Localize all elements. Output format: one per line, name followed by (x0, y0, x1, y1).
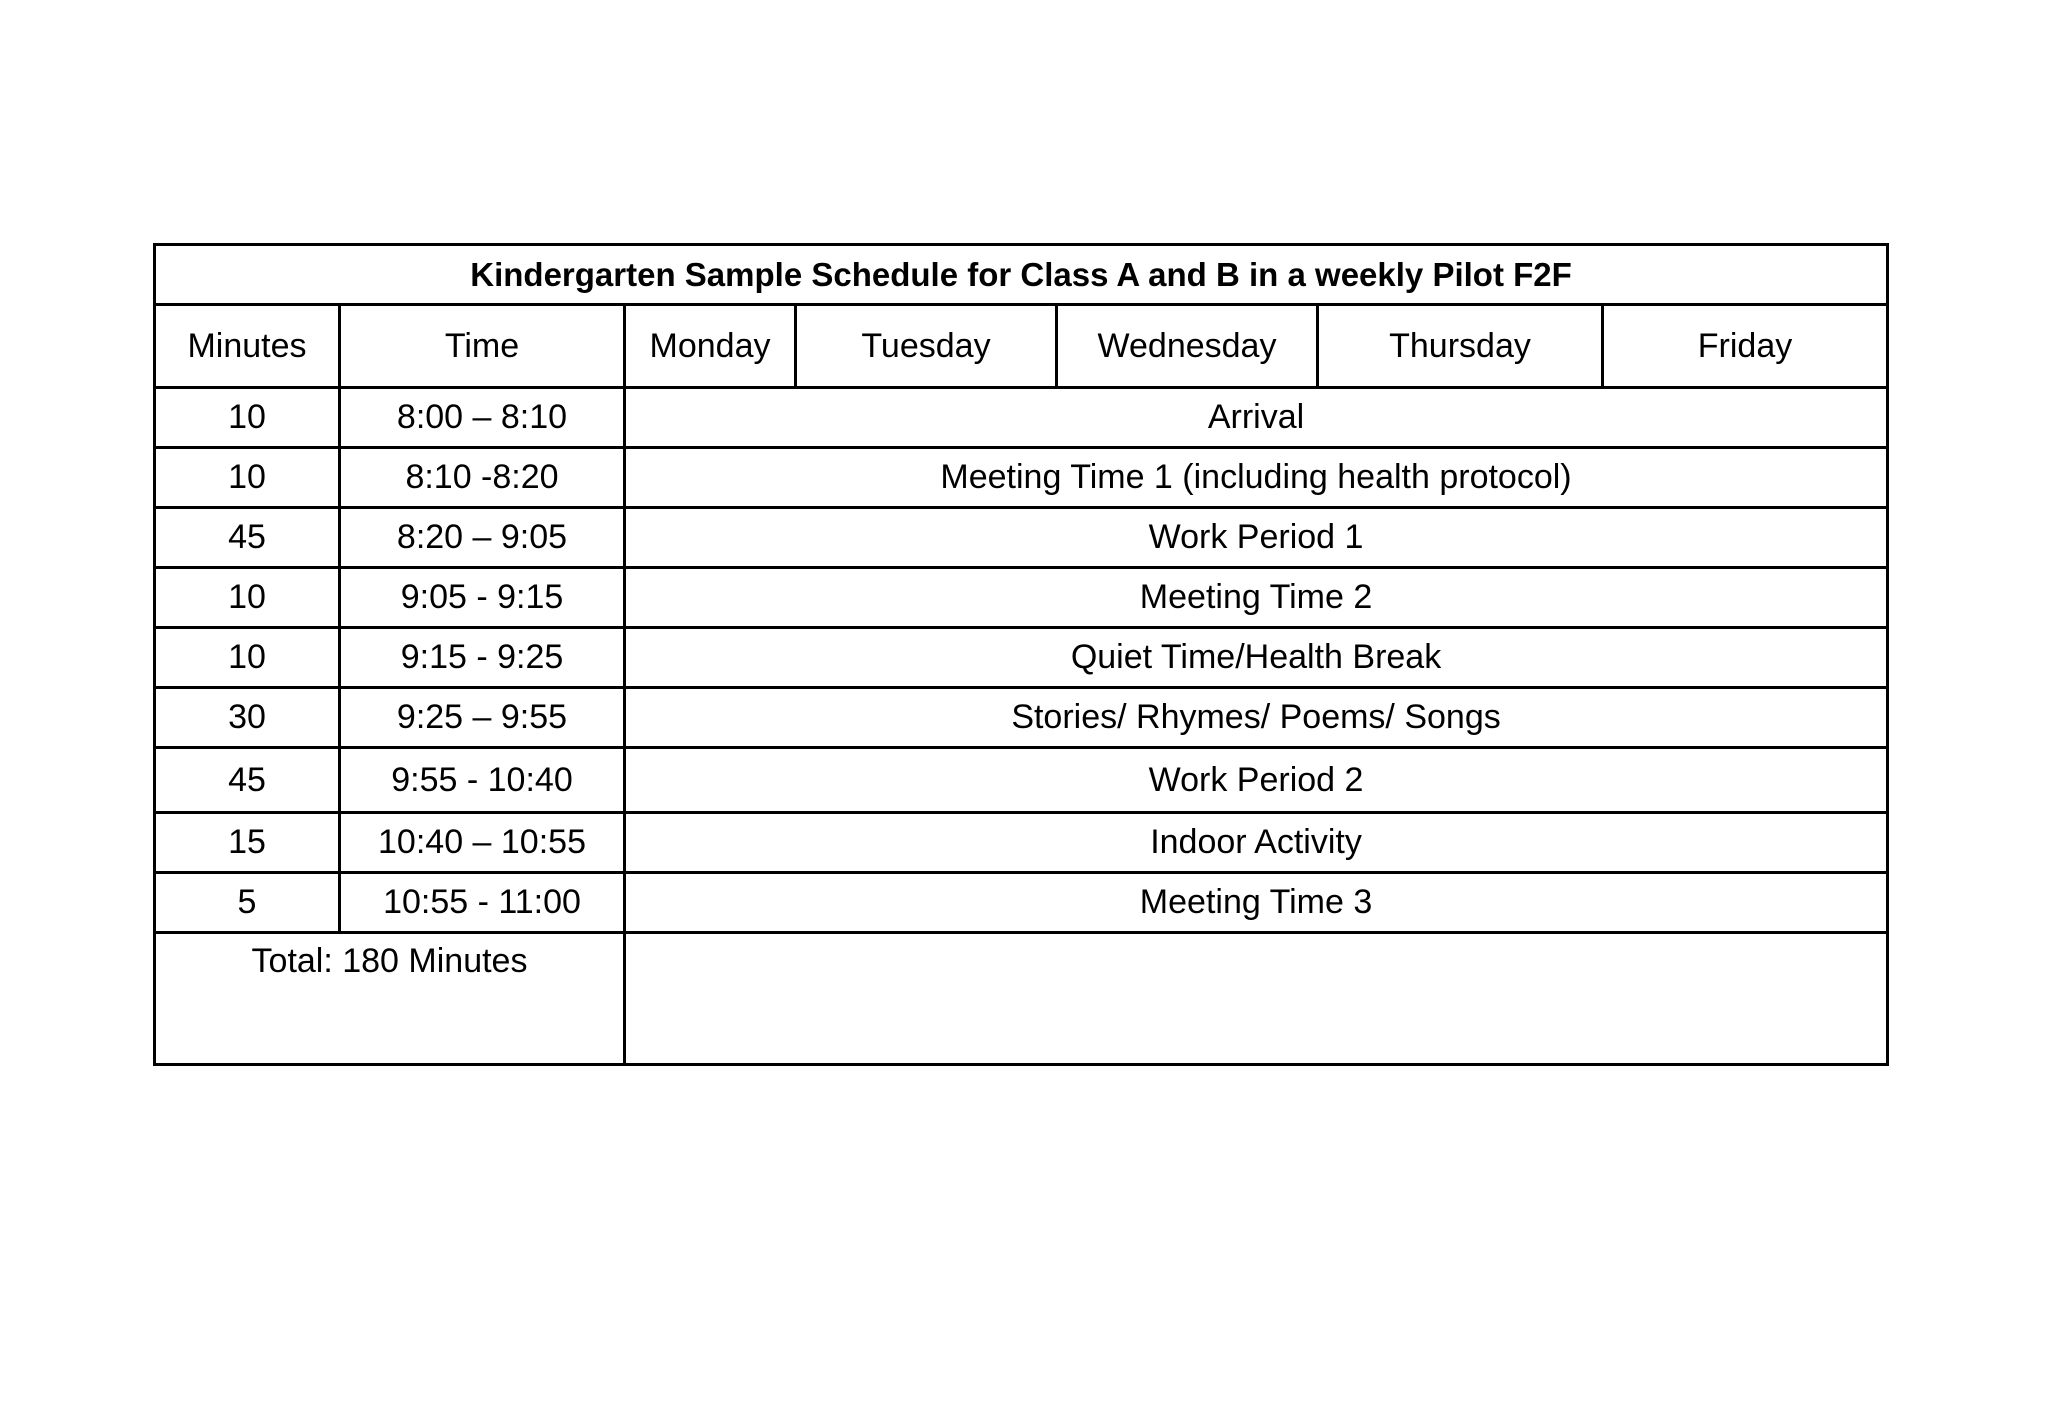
table-row (155, 508, 1888, 568)
row-minutes: 10 (155, 628, 340, 688)
row-minutes: 5 (155, 873, 340, 933)
row-time: 10:40 – 10:55 (340, 813, 625, 873)
table-row (155, 628, 1888, 688)
row-time: 9:25 – 9:55 (340, 688, 625, 748)
table-row (155, 748, 1888, 813)
row-activity: Quiet Time/Health Break (625, 628, 1888, 688)
row-time: 8:10 -8:20 (340, 448, 625, 508)
row-activity: Meeting Time 3 (625, 873, 1888, 933)
table-row (155, 568, 1888, 628)
header-friday: Friday (1603, 305, 1888, 388)
total-empty-cell (625, 933, 1888, 1065)
row-time: 9:15 - 9:25 (340, 628, 625, 688)
schedule-title: Kindergarten Sample Schedule for Class A and B in a weekly Pilot F2F (155, 245, 1888, 305)
row-time: 8:20 – 9:05 (340, 508, 625, 568)
row-time: 9:05 - 9:15 (340, 568, 625, 628)
table-row (155, 873, 1888, 933)
row-activity: Meeting Time 1 (including health protocol) (625, 448, 1888, 508)
row-minutes: 45 (155, 748, 340, 813)
table-row (155, 388, 1888, 448)
header-thursday: Thursday (1318, 305, 1603, 388)
header-wednesday: Wednesday (1057, 305, 1318, 388)
row-minutes: 10 (155, 388, 340, 448)
row-minutes: 10 (155, 568, 340, 628)
row-time: 10:55 - 11:00 (340, 873, 625, 933)
header-monday: Monday (625, 305, 796, 388)
row-time: 8:00 – 8:10 (340, 388, 625, 448)
row-minutes: 15 (155, 813, 340, 873)
table-row (155, 813, 1888, 873)
row-activity: Arrival (625, 388, 1888, 448)
row-activity: Meeting Time 2 (625, 568, 1888, 628)
row-minutes: 30 (155, 688, 340, 748)
row-minutes: 10 (155, 448, 340, 508)
table-row (155, 688, 1888, 748)
row-activity: Indoor Activity (625, 813, 1888, 873)
header-minutes: Minutes (155, 305, 340, 388)
table-row (155, 448, 1888, 508)
header-tuesday: Tuesday (796, 305, 1057, 388)
row-activity: Stories/ Rhymes/ Poems/ Songs (625, 688, 1888, 748)
row-activity: Work Period 1 (625, 508, 1888, 568)
row-time: 9:55 - 10:40 (340, 748, 625, 813)
total-minutes: Total: 180 Minutes (155, 933, 625, 1065)
total-row (155, 933, 1888, 1065)
header-time: Time (340, 305, 625, 388)
row-minutes: 45 (155, 508, 340, 568)
schedule-table (153, 243, 1889, 1066)
row-activity: Work Period 2 (625, 748, 1888, 813)
